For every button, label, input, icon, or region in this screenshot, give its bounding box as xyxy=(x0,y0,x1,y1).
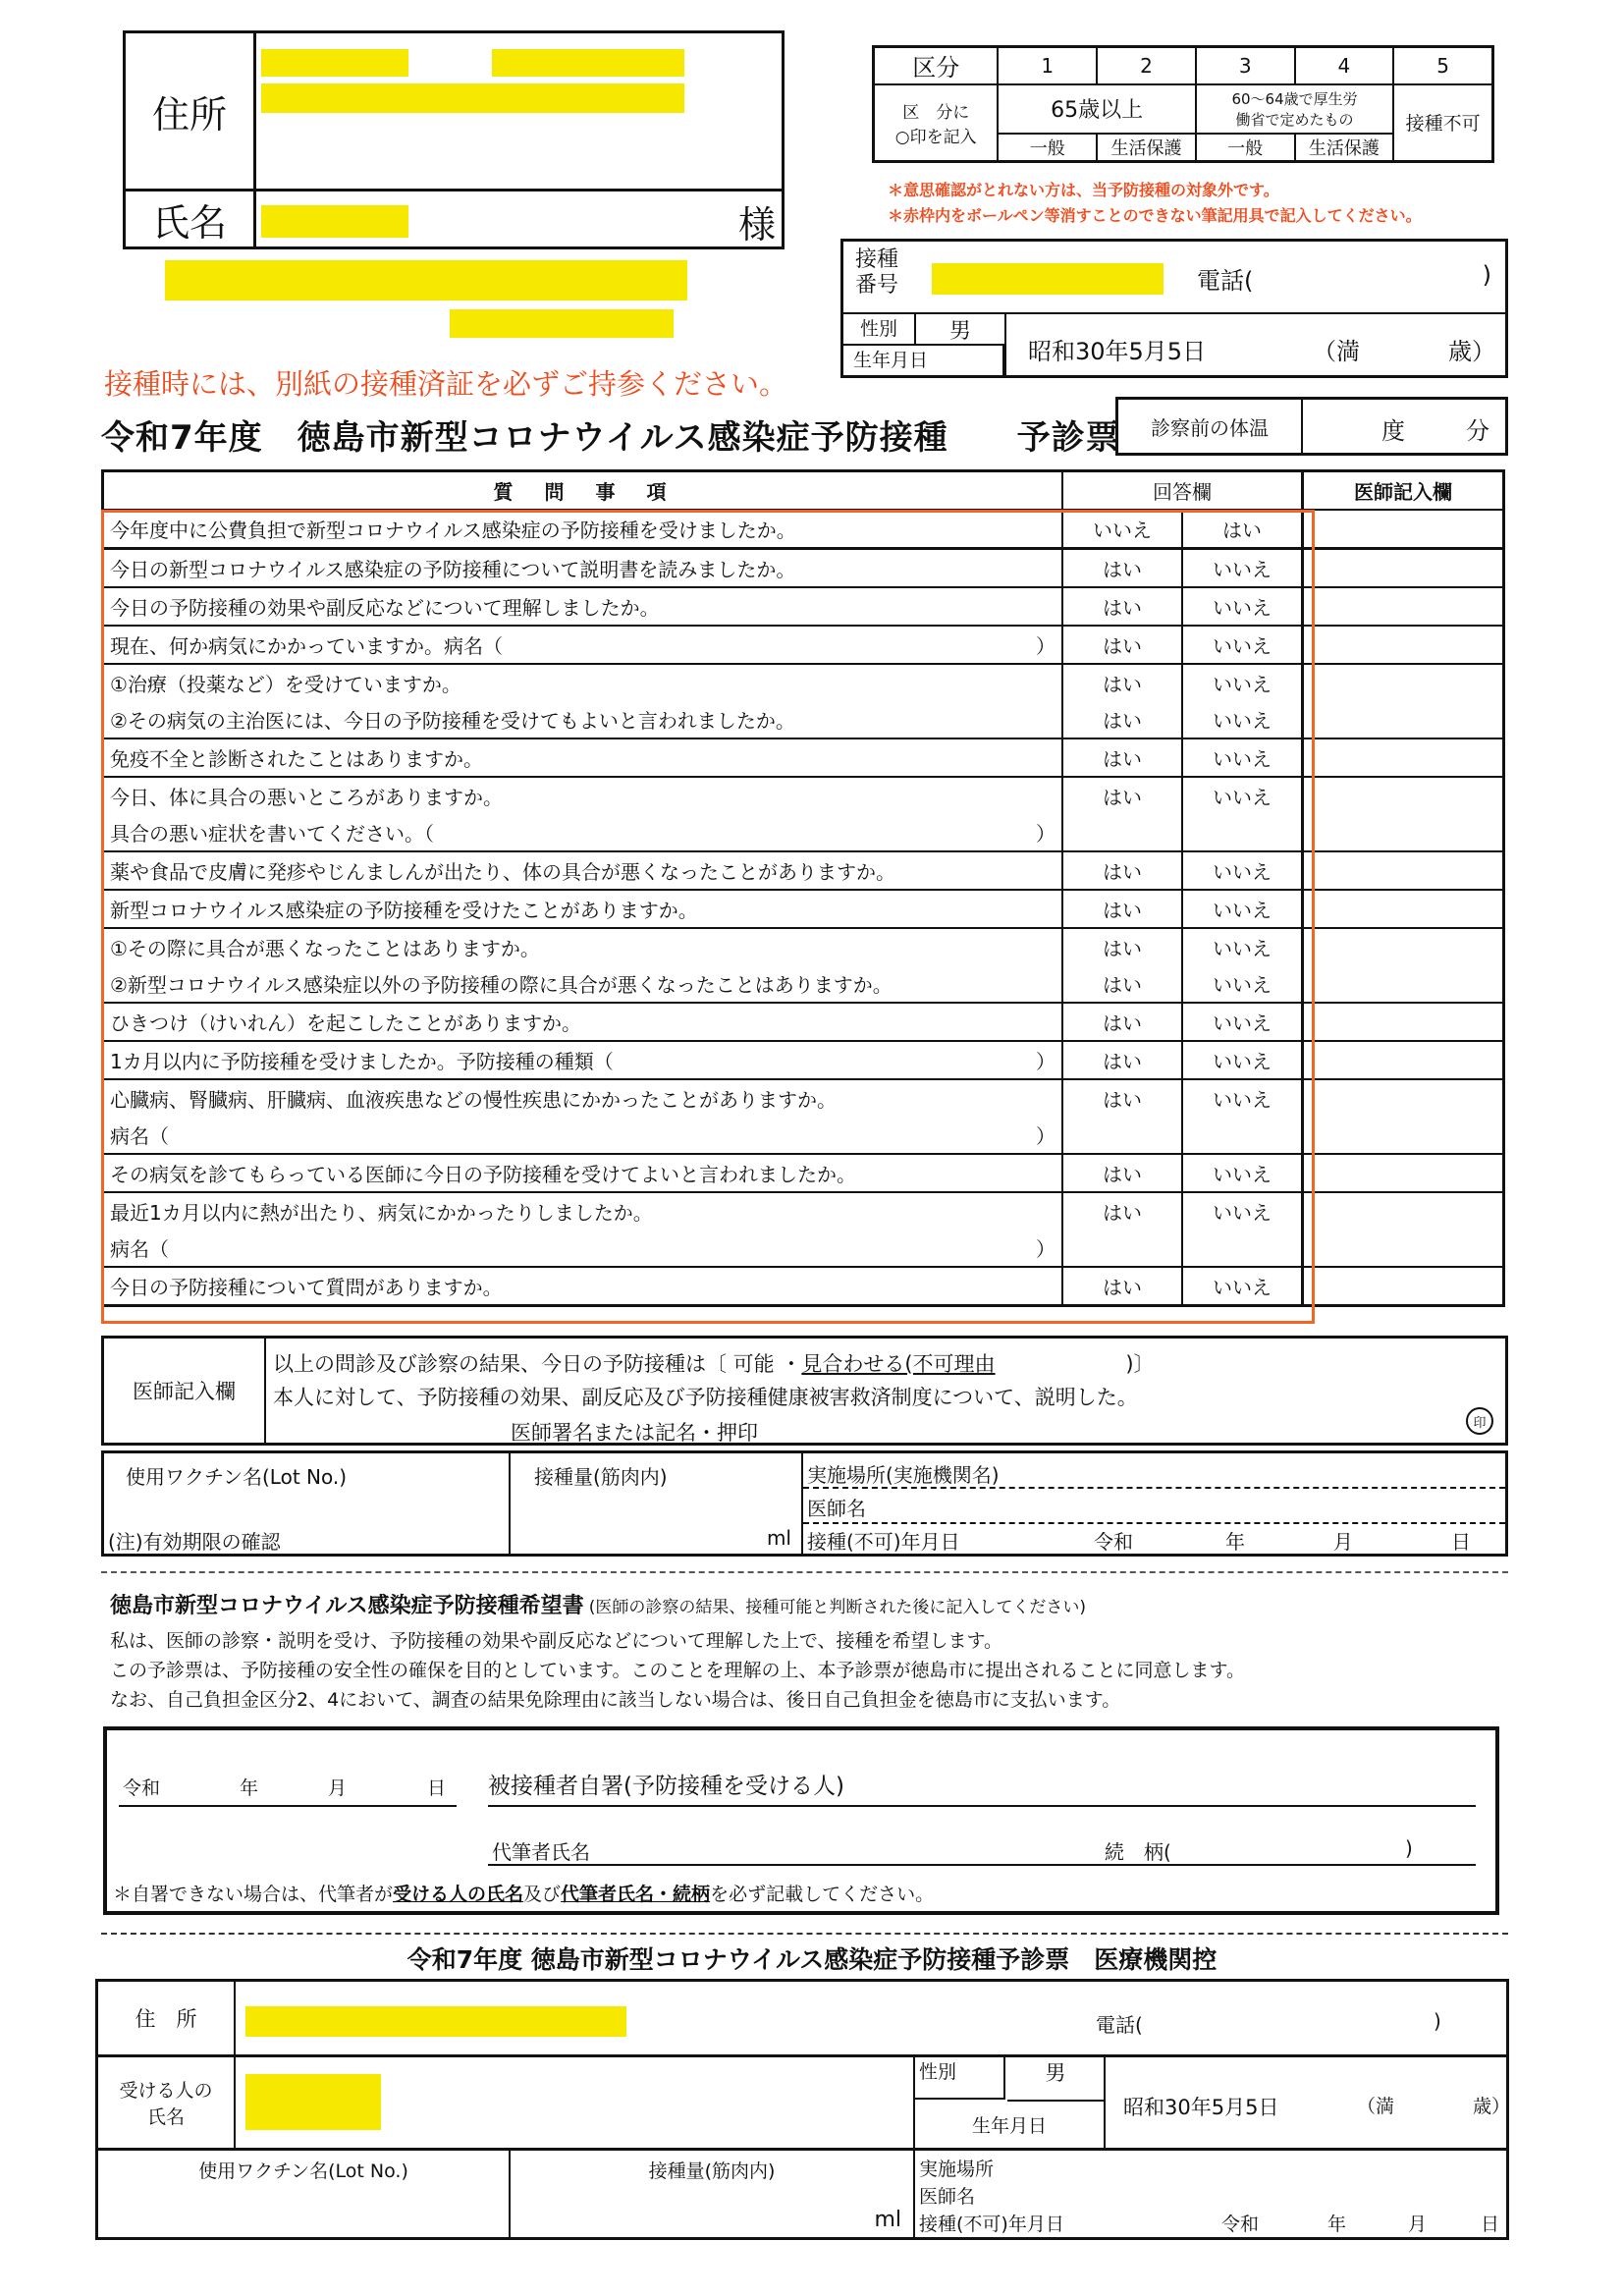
doctor-note-cell[interactable] xyxy=(1303,1117,1504,1154)
answer-option-1[interactable]: はい xyxy=(1062,549,1182,588)
copy-dob-value[interactable]: 昭和30年5月5日 xyxy=(1123,2096,1279,2119)
col-question-header: 質 問 事 項 xyxy=(103,471,1063,511)
doctor-name-label: 医師名 xyxy=(807,1497,866,1520)
proxy-note-mid: 及び xyxy=(523,1884,562,1905)
question-text: 現在、何か病気にかかっていますか。病名（ xyxy=(110,634,503,658)
sub-general[interactable]: 一般 xyxy=(1196,134,1295,162)
answer-option-2[interactable]: いいえ xyxy=(1182,928,1303,965)
question-row xyxy=(103,701,1504,738)
doctor-judgement-close: )〕 xyxy=(1125,1352,1155,1376)
question-text-cell xyxy=(103,1192,1063,1230)
copy-place-label: 実施場所 xyxy=(919,2159,995,2180)
sub-welfare[interactable]: 生活保護 xyxy=(1097,134,1196,162)
answer-option-1[interactable]: はい xyxy=(1062,1192,1182,1230)
question-text-cell xyxy=(103,1079,1063,1117)
cut-line xyxy=(101,1571,1508,1573)
answer-option-2[interactable]: いいえ xyxy=(1182,701,1303,738)
question-row xyxy=(103,851,1504,890)
vaccine-name-label: 使用ワクチン名(Lot No.) xyxy=(126,1465,348,1489)
question-row xyxy=(103,1003,1504,1041)
answer-option-1[interactable]: はい xyxy=(1062,851,1182,890)
doctor-note-cell[interactable] xyxy=(1303,1154,1504,1192)
doctor-note-cell[interactable] xyxy=(1303,928,1504,965)
answer-option-2[interactable]: いいえ xyxy=(1182,1154,1303,1192)
copy-recipient-redaction xyxy=(245,2074,381,2130)
answer-option-2[interactable]: いいえ xyxy=(1182,664,1303,701)
copy-dob-label: 生年月日 xyxy=(915,2102,1106,2148)
answer-option-1[interactable]: はい xyxy=(1062,701,1182,738)
dob-label: 生年月日 xyxy=(843,346,1004,375)
proxy-note-proxy: 代筆者氏名・続柄 xyxy=(561,1884,711,1905)
copy-date-label: 接種(不可)年月日 xyxy=(919,2214,1064,2235)
questionnaire-table xyxy=(101,469,1505,1307)
question-row xyxy=(103,965,1504,1003)
sub-welfare[interactable]: 生活保護 xyxy=(1295,134,1394,162)
doctor-note-cell[interactable] xyxy=(1303,701,1504,738)
mailing-address-redaction xyxy=(165,260,687,301)
sub-general[interactable]: 一般 xyxy=(998,134,1097,162)
category-number[interactable]: 4 xyxy=(1295,47,1394,84)
copy-age-close: 歳） xyxy=(1473,2096,1511,2117)
question-text: 最近1カ月以内に熱が出たり、病気にかかったりしましたか。 xyxy=(110,1201,653,1225)
signature-box xyxy=(103,1726,1499,1915)
proxy-name-label: 代筆者氏名 xyxy=(492,1840,590,1864)
doctor-section xyxy=(101,1336,1508,1446)
question-text-cell xyxy=(103,664,1063,701)
doctor-section-label: 医師記入欄 xyxy=(104,1339,266,1443)
doctor-explanation: 本人に対して、予防接種の効果、副反応及び予防接種健康被害救済制度について、説明した。 xyxy=(273,1386,1138,1409)
group-65-plus: 65歳以上 xyxy=(998,84,1195,134)
date-year: 年 xyxy=(1225,1530,1245,1554)
place-label: 実施場所(実施機関名) xyxy=(807,1463,1000,1487)
question-text: ②新型コロナウイルス感染症以外の予防接種の際に具合が悪くなったことはありますか。 xyxy=(110,973,893,997)
address-name-box xyxy=(123,30,785,249)
answer-option-2[interactable]: いいえ xyxy=(1182,777,1303,814)
answer-option-1[interactable]: はい xyxy=(1062,587,1182,626)
question-text: 今日、体に具合の悪いところがありますか。 xyxy=(110,786,503,809)
group-60-64: 60～64歳で厚生労 働省で定めたもの xyxy=(1196,84,1393,134)
doctor-note-cell[interactable] xyxy=(1303,626,1504,664)
consent-title-note: (医師の診察の結果、接種可能と判断された後に記入してください) xyxy=(588,1598,1087,1617)
sign-date-month: 月 xyxy=(328,1777,348,1799)
temperature-minute: 分 xyxy=(1466,417,1489,445)
doctor-note-cell[interactable] xyxy=(1303,890,1504,928)
address-redaction xyxy=(261,83,684,113)
doctor-note-cell[interactable] xyxy=(1303,1230,1504,1267)
expiry-check-label: (注)有効期限の確認 xyxy=(108,1530,281,1554)
answer-option-2[interactable]: いいえ xyxy=(1182,965,1303,1003)
bring-certificate-notice: 接種時には、別紙の接種済証を必ずご持参ください。 xyxy=(104,367,788,401)
answer-option-1[interactable]: はい xyxy=(1062,965,1182,1003)
category-number[interactable]: 1 xyxy=(998,47,1097,84)
col-answer-header: 回答欄 xyxy=(1062,471,1303,511)
answer-option-2[interactable]: いいえ xyxy=(1182,1041,1303,1079)
question-text: ①治療（投薬など）を受けていますか。 xyxy=(110,673,461,696)
question-text-cell xyxy=(103,510,1063,549)
copy-recipient-label: 受ける人の 氏名 xyxy=(98,2057,236,2148)
answer-option-1 xyxy=(1062,1230,1182,1267)
answer-option-1[interactable]: はい xyxy=(1062,664,1182,701)
question-text-cell xyxy=(103,1117,1063,1154)
sign-date-year: 年 xyxy=(240,1777,259,1799)
question-text-cell xyxy=(103,814,1063,851)
self-sign-label: 被接種者自署(予防接種を受ける人) xyxy=(488,1774,844,1799)
temperature-label: 診察前の体温 xyxy=(1118,400,1303,453)
question-row xyxy=(103,1117,1504,1154)
question-row xyxy=(103,1041,1504,1079)
answer-option-2 xyxy=(1182,1230,1303,1267)
sign-date-era: 令和 xyxy=(123,1777,161,1799)
category-number[interactable]: 3 xyxy=(1196,47,1295,84)
consent-line: この予診票は、予防接種の安全性の確保を目的としています。このことを理解の上、本予診票が徳島市に提出されることに同意します。 xyxy=(110,1660,1245,1681)
copy-address-label: 住 所 xyxy=(98,1982,236,2057)
question-row xyxy=(103,549,1504,588)
date-era: 令和 xyxy=(1094,1530,1133,1554)
answer-option-2[interactable]: いいえ xyxy=(1182,738,1303,777)
answer-option-1[interactable]: はい xyxy=(1062,777,1182,814)
col-doctor-header: 医師記入欄 xyxy=(1303,471,1504,511)
phone-close: ) xyxy=(1482,261,1491,289)
question-text: 免疫不全と診断されたことはありますか。 xyxy=(110,747,483,771)
seal-icon: 印 xyxy=(1466,1407,1493,1435)
question-row xyxy=(103,1192,1504,1230)
question-text-cell xyxy=(103,851,1063,890)
answer-option-1[interactable]: はい xyxy=(1062,1267,1182,1306)
consent-line: なお、自己負担金区分2、4において、調査の結果免除理由に該当しない場合は、後日自己負担金を徳島市に支払います。 xyxy=(110,1689,1121,1711)
copy-address-redaction xyxy=(245,2006,626,2037)
sex-label: 性別 xyxy=(843,314,916,346)
doctor-note-cell[interactable] xyxy=(1303,1003,1504,1041)
postpone-option[interactable]: 見合わせる(不可理由 xyxy=(801,1352,996,1376)
doctor-note-cell[interactable] xyxy=(1303,777,1504,814)
sign-date-line[interactable] xyxy=(119,1805,457,1807)
question-paren-close: ） xyxy=(1036,1050,1056,1073)
doctor-note-cell[interactable] xyxy=(1303,965,1504,1003)
age-close: 歳） xyxy=(1448,338,1495,365)
dob-value[interactable]: 昭和30年5月5日 xyxy=(1028,338,1207,365)
question-text: 今日の予防接種の効果や副反応などについて理解しましたか。 xyxy=(110,596,660,620)
answer-option-1[interactable]: はい xyxy=(1062,1041,1182,1079)
vaccination-number-label: 接種 番号 xyxy=(855,247,899,299)
question-row xyxy=(103,510,1504,549)
copy-phone-label: 電話( xyxy=(1096,2013,1143,2037)
category-table xyxy=(872,45,1494,163)
doctor-note-cell[interactable] xyxy=(1303,1267,1504,1306)
question-text-cell xyxy=(103,1154,1063,1192)
relation-label: 続 柄( xyxy=(1105,1840,1171,1864)
copy-age-open: （満 xyxy=(1357,2096,1395,2117)
copy-sex-value[interactable]: 男 xyxy=(1007,2057,1106,2102)
question-row xyxy=(103,738,1504,777)
question-row xyxy=(103,1154,1504,1192)
question-text: 病名（ xyxy=(110,1237,169,1261)
name-label: 氏名 xyxy=(126,191,256,246)
category-header: 区分 xyxy=(874,47,999,84)
answer-option-2[interactable]: いいえ xyxy=(1182,1267,1303,1306)
note-pen: ＊赤枠内をボールペン等消すことのできない筆記用具で記入してください。 xyxy=(888,206,1422,225)
answer-option-1[interactable]: はい xyxy=(1062,890,1182,928)
honorific-sama: 様 xyxy=(737,203,776,246)
answer-option-2[interactable]: はい xyxy=(1182,510,1303,549)
copy-form xyxy=(95,1979,1509,2240)
answer-option-1 xyxy=(1062,814,1182,851)
answer-option-1[interactable]: はい xyxy=(1062,928,1182,965)
question-text-cell xyxy=(103,928,1063,965)
question-text-cell xyxy=(103,549,1063,588)
question-text-cell xyxy=(103,1003,1063,1041)
copy-date-month: 月 xyxy=(1408,2214,1428,2235)
proxy-note-prefix: ＊自署できない場合は、代筆者が xyxy=(113,1884,394,1905)
proxy-note-suffix: を必ず記載してください。 xyxy=(710,1884,935,1905)
copy-date-era: 令和 xyxy=(1221,2214,1260,2235)
doctor-note-cell[interactable] xyxy=(1303,851,1504,890)
phone-label: 電話( xyxy=(1197,267,1254,295)
doctor-note-cell[interactable] xyxy=(1303,814,1504,851)
question-row xyxy=(103,928,1504,965)
doctor-note-cell[interactable] xyxy=(1303,738,1504,777)
answer-option-2[interactable]: いいえ xyxy=(1182,1079,1303,1117)
proxy-note-recipient: 受ける人の氏名 xyxy=(393,1884,524,1905)
question-paren-close: ） xyxy=(1036,634,1056,658)
consent-line: 私は、医師の診察・説明を受け、予防接種の効果や副反応などについて理解した上で、接種を希望します。 xyxy=(110,1630,1002,1652)
copy-phone-close: ) xyxy=(1434,2009,1441,2033)
question-text: その病気を診てもらっている医師に今日の予防接種を受けてよいと言われましたか。 xyxy=(110,1163,856,1186)
copy-date-day: 日 xyxy=(1481,2214,1500,2235)
question-text: ②その病気の主治医には、今日の予防接種を受けてもよいと言われましたか。 xyxy=(110,709,795,733)
answer-option-2[interactable]: いいえ xyxy=(1182,1192,1303,1230)
doctor-note-cell[interactable] xyxy=(1303,587,1504,626)
proxy-sign-line[interactable] xyxy=(488,1864,1476,1866)
vaccination-number-redaction xyxy=(932,263,1164,295)
doctor-note-cell[interactable] xyxy=(1303,1041,1504,1079)
question-text-cell xyxy=(103,587,1063,626)
answer-option-1 xyxy=(1062,1117,1182,1154)
question-text-cell xyxy=(103,701,1063,738)
question-text: 1カ月以内に予防接種を受けましたか。予防接種の種類（ xyxy=(110,1050,614,1073)
relation-close: ) xyxy=(1405,1836,1413,1860)
doctor-note-cell[interactable] xyxy=(1303,1079,1504,1117)
answer-option-1[interactable]: はい xyxy=(1062,1079,1182,1117)
question-row xyxy=(103,890,1504,928)
question-row xyxy=(103,626,1504,664)
answer-option-2 xyxy=(1182,814,1303,851)
temperature-box xyxy=(1115,397,1508,456)
age-open: （満 xyxy=(1313,338,1360,365)
question-row xyxy=(103,1079,1504,1117)
self-sign-line[interactable] xyxy=(488,1805,1476,1807)
doctor-judgement-prefix: 以上の問診及び診察の結果、今日の予防接種は〔 可能 ・ xyxy=(273,1352,802,1376)
doctor-note-cell[interactable] xyxy=(1303,510,1504,549)
question-text-cell xyxy=(103,777,1063,814)
question-paren-close: ） xyxy=(1036,1237,1056,1261)
copy-title: 令和7年度 徳島市新型コロナウイルス感染症予防接種予診票 医療機関控 xyxy=(406,1945,1218,1974)
vaccination-date-label: 接種(不可)年月日 xyxy=(807,1530,960,1554)
question-text-cell xyxy=(103,1041,1063,1079)
question-text-cell xyxy=(103,965,1063,1003)
doctor-note-cell[interactable] xyxy=(1303,1192,1504,1230)
doctor-note-cell[interactable] xyxy=(1303,549,1504,588)
category-number[interactable]: 2 xyxy=(1097,47,1196,84)
question-text: 病名（ xyxy=(110,1124,169,1148)
question-text: 薬や食品で皮膚に発疹やじんましんが出たり、体の具合が悪くなったことがありますか。 xyxy=(110,860,895,884)
question-row xyxy=(103,664,1504,701)
answer-option-2[interactable]: いいえ xyxy=(1182,587,1303,626)
name-redaction xyxy=(261,205,408,238)
note-consent: ＊意思確認がとれない方は、当予防接種の対象外です。 xyxy=(888,181,1279,199)
question-paren-close: ） xyxy=(1036,1124,1056,1148)
consent-title: 徳島市新型コロナウイルス感染症予防接種希望書 xyxy=(110,1594,584,1618)
question-text: 具合の悪い症状を書いてください。（ xyxy=(110,822,434,846)
answer-option-2 xyxy=(1182,1117,1303,1154)
sex-value[interactable]: 男 xyxy=(916,314,1006,346)
address-redaction xyxy=(261,49,408,77)
copy-date-year: 年 xyxy=(1327,2214,1347,2235)
question-row xyxy=(103,777,1504,814)
mailing-address-redaction xyxy=(450,309,674,338)
answer-option-2[interactable]: いいえ xyxy=(1182,851,1303,890)
copy-dose-label: 接種量(筋肉内) xyxy=(648,2160,776,2182)
question-row xyxy=(103,1267,1504,1306)
copy-sex-label: 性別 xyxy=(915,2057,1005,2100)
question-row xyxy=(103,587,1504,626)
date-month: 月 xyxy=(1333,1530,1353,1554)
question-text: 今年度中に公費負担で新型コロナウイルス感染症の予防接種を受けましたか。 xyxy=(110,519,796,542)
vaccine-record xyxy=(101,1450,1508,1557)
question-text: ①その際に具合が悪くなったことはありますか。 xyxy=(110,937,540,960)
category-number[interactable]: 5 xyxy=(1393,47,1492,84)
question-text-cell xyxy=(103,1230,1063,1267)
question-text-cell xyxy=(103,890,1063,928)
patient-info-box xyxy=(840,239,1508,378)
address-redaction xyxy=(492,49,684,77)
answer-option-1[interactable]: はい xyxy=(1062,1003,1182,1041)
question-row xyxy=(103,814,1504,851)
question-text: 今日の新型コロナウイルス感染症の予防接種について説明書を読みましたか。 xyxy=(110,558,796,581)
copy-doctor-name-label: 医師名 xyxy=(919,2186,976,2208)
doctor-note-cell[interactable] xyxy=(1303,664,1504,701)
temperature-degree: 度 xyxy=(1381,417,1405,445)
question-text-cell xyxy=(103,626,1063,664)
question-text: 心臓病、腎臓病、肝臓病、血液疾患などの慢性疾患にかかったことがありますか。 xyxy=(110,1088,837,1112)
question-text: 新型コロナウイルス感染症の予防接種を受けたことがありますか。 xyxy=(110,899,698,922)
question-text-cell xyxy=(103,1267,1063,1306)
question-text-cell xyxy=(103,738,1063,777)
question-paren-close: ） xyxy=(1036,822,1056,846)
answer-option-2[interactable]: いいえ xyxy=(1182,626,1303,664)
answer-option-1[interactable]: はい xyxy=(1062,738,1182,777)
dose-label: 接種量(筋肉内) xyxy=(534,1465,668,1489)
address-label: 住所 xyxy=(126,33,256,189)
category-row-label: 区 分に ○印を記入 xyxy=(874,84,999,162)
answer-option-1[interactable]: いいえ xyxy=(1062,510,1182,549)
not-eligible-label: 接種不可 xyxy=(1393,84,1492,162)
sign-date-day: 日 xyxy=(427,1777,447,1799)
copy-dose-unit: ml xyxy=(874,2208,901,2232)
question-text: ひきつけ（けいれん）を起こしたことがありますか。 xyxy=(110,1011,581,1035)
answer-option-2[interactable]: いいえ xyxy=(1182,549,1303,588)
answer-option-1[interactable]: はい xyxy=(1062,1154,1182,1192)
page-title: 令和7年度 徳島市新型コロナウイルス感染症予防接種 予診票 xyxy=(101,418,1120,458)
date-day: 日 xyxy=(1451,1530,1471,1554)
question-text: 今日の予防接種について質問がありますか。 xyxy=(110,1276,503,1299)
doctor-signature-label: 医師署名または記名・押印 xyxy=(511,1421,758,1445)
answer-option-2[interactable]: いいえ xyxy=(1182,890,1303,928)
answer-option-2[interactable]: いいえ xyxy=(1182,1003,1303,1041)
copy-vaccine-name-label: 使用ワクチン名(Lot No.) xyxy=(198,2160,408,2182)
answer-option-1[interactable]: はい xyxy=(1062,626,1182,664)
cut-line xyxy=(101,1933,1508,1935)
dose-unit: ml xyxy=(766,1526,791,1550)
question-row xyxy=(103,1230,1504,1267)
